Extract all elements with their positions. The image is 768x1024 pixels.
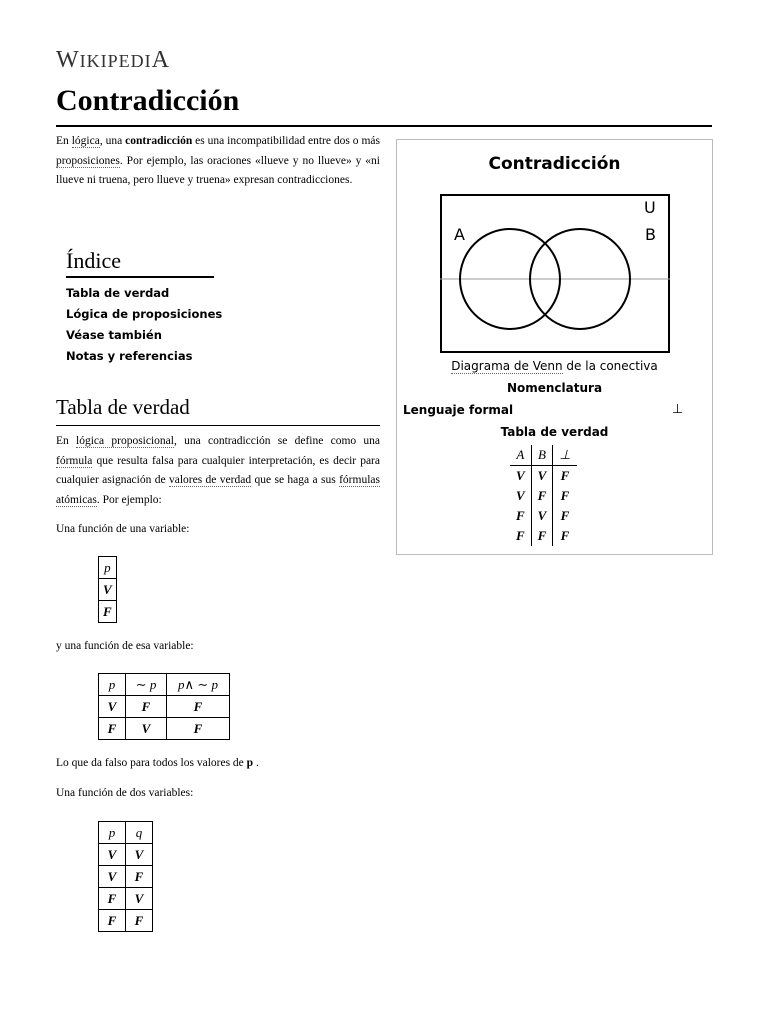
toc-divider	[66, 276, 214, 278]
toc-item-vease-tambien[interactable]: Véase también	[66, 328, 162, 342]
logo-letter-a: A	[151, 47, 170, 73]
false-label-var: p	[246, 757, 254, 769]
link-proposiciones[interactable]: proposiciones	[56, 154, 120, 167]
title-divider	[56, 125, 712, 127]
infobox-tabla-de-verdad: Tabla de verdad	[500, 425, 609, 439]
section-heading-tabla-de-verdad: Tabla de verdad	[56, 395, 190, 419]
infobox-lenguaje-formal-label: Lenguaje formal	[403, 403, 514, 417]
table-cell: F	[99, 718, 126, 740]
toc-item-notas-y-referencias[interactable]: Notas y referencias	[66, 349, 193, 363]
table-cell: F	[126, 910, 153, 932]
intro-text-1: En	[56, 135, 72, 147]
section-text-5: . Por ejemplo:	[96, 493, 162, 506]
table-cell: F	[99, 910, 126, 932]
table-header-cell: ⊥	[553, 445, 577, 466]
table-cell: V	[99, 579, 117, 601]
table-header-cell: A	[510, 445, 531, 466]
link-formulas-atomicas[interactable]: fórmulas atómicas	[56, 474, 380, 506]
caption-text: de la conectiva	[562, 359, 658, 373]
venn-label-a: A	[454, 225, 465, 244]
table-cell: F	[126, 866, 153, 888]
table-cell: V	[126, 888, 153, 910]
intro-text-2: , una	[99, 135, 126, 147]
page-title: Contradicción	[56, 84, 240, 117]
section-text-3: que resulta falsa para cualquier interpretación, es decir para cualquier asignación de	[56, 454, 380, 486]
table-cell: V	[126, 718, 167, 740]
infobox-lenguaje-formal-value: ⊥	[672, 402, 684, 417]
infobox-title: Contradicción	[488, 154, 621, 174]
logo-text: IKIPEDI	[79, 51, 152, 71]
table-cell: F	[167, 718, 230, 740]
table-header-cell: p∧ ∼ p	[167, 674, 230, 696]
truth-table-two-variables	[98, 821, 153, 932]
truth-table-one-variable	[98, 556, 117, 623]
infobox-caption	[396, 359, 713, 373]
one-variable-label: Una función de una variable:	[56, 523, 190, 535]
table-cell: F	[516, 508, 525, 523]
toc-title: Índice	[66, 248, 121, 273]
section-text-4: que se haga a sus	[251, 474, 340, 486]
venn-label-u: U	[644, 198, 656, 217]
link-formula[interactable]: fórmula	[56, 454, 93, 467]
false-label-end: .	[253, 757, 259, 769]
table-cell: F	[99, 601, 117, 623]
toc-item-tabla-de-verdad[interactable]: Tabla de verdad	[66, 286, 170, 300]
table-cell: F	[167, 696, 230, 718]
venn-diagram[interactable]	[440, 194, 670, 354]
table-header-cell: q	[126, 822, 153, 844]
wikipedia-logo[interactable]	[56, 47, 170, 74]
section-paragraph	[56, 432, 380, 510]
venn-label-b: B	[645, 225, 656, 244]
table-cell: F	[553, 526, 577, 546]
truth-table-contradiction	[98, 673, 230, 740]
table-cell: F	[553, 506, 577, 526]
two-variable-label: Una función de dos variables:	[56, 787, 194, 799]
table-cell: V	[99, 696, 126, 718]
logo-letter-w: W	[56, 47, 80, 73]
table-header-cell: p	[99, 674, 126, 696]
table-cell: V	[99, 866, 126, 888]
infobox-nomenclatura: Nomenclatura	[506, 381, 603, 395]
table-cell: V	[516, 468, 525, 483]
intro-paragraph	[56, 132, 380, 191]
table-cell: F	[553, 466, 577, 487]
intro-text-4: . Por ejemplo, las oraciones «llueve y no llueve» y «ni llueve ni truena, pero llueve y truena» expresan contradicciones.	[56, 154, 380, 186]
link-valores-de-verdad[interactable]: valores de verdad	[168, 474, 252, 486]
intro-bold-term: contradicción	[125, 135, 193, 147]
table-cell: V	[126, 844, 153, 866]
link-diagrama-de-venn[interactable]: Diagrama de Venn	[451, 359, 563, 373]
intro-text-3: es una incompatibilidad entre dos o más	[192, 135, 380, 147]
table-cell: F	[531, 486, 553, 506]
table-cell: F	[126, 696, 167, 718]
table-header-cell: ∼ p	[126, 674, 167, 696]
universe-rect	[441, 195, 669, 352]
table-cell: F	[516, 528, 525, 543]
table-header-cell: p	[99, 557, 117, 579]
table-cell: F	[99, 888, 126, 910]
table-cell: V	[531, 466, 553, 487]
toc-item-logica-de-proposiciones[interactable]: Lógica de proposiciones	[66, 307, 223, 321]
table-cell: F	[553, 486, 577, 506]
function-label: y una función de esa variable:	[56, 640, 194, 652]
false-label	[56, 757, 259, 769]
table-header-cell: p	[99, 822, 126, 844]
table-cell: V	[531, 506, 553, 526]
section-divider	[56, 425, 380, 426]
link-logica-proposicional[interactable]: lógica proposicional	[76, 435, 174, 447]
table-cell: F	[531, 526, 553, 546]
link-logica[interactable]: lógica	[71, 135, 100, 147]
false-label-text: Lo que da falso para todos los valores de	[56, 757, 247, 769]
section-text-1: En	[56, 435, 77, 447]
section-text-2: , una contradicción se define como una	[173, 435, 380, 447]
table-cell: V	[516, 488, 525, 503]
table-cell: V	[99, 844, 126, 866]
table-header-cell: B	[531, 445, 553, 466]
infobox-truth-table	[510, 445, 577, 546]
